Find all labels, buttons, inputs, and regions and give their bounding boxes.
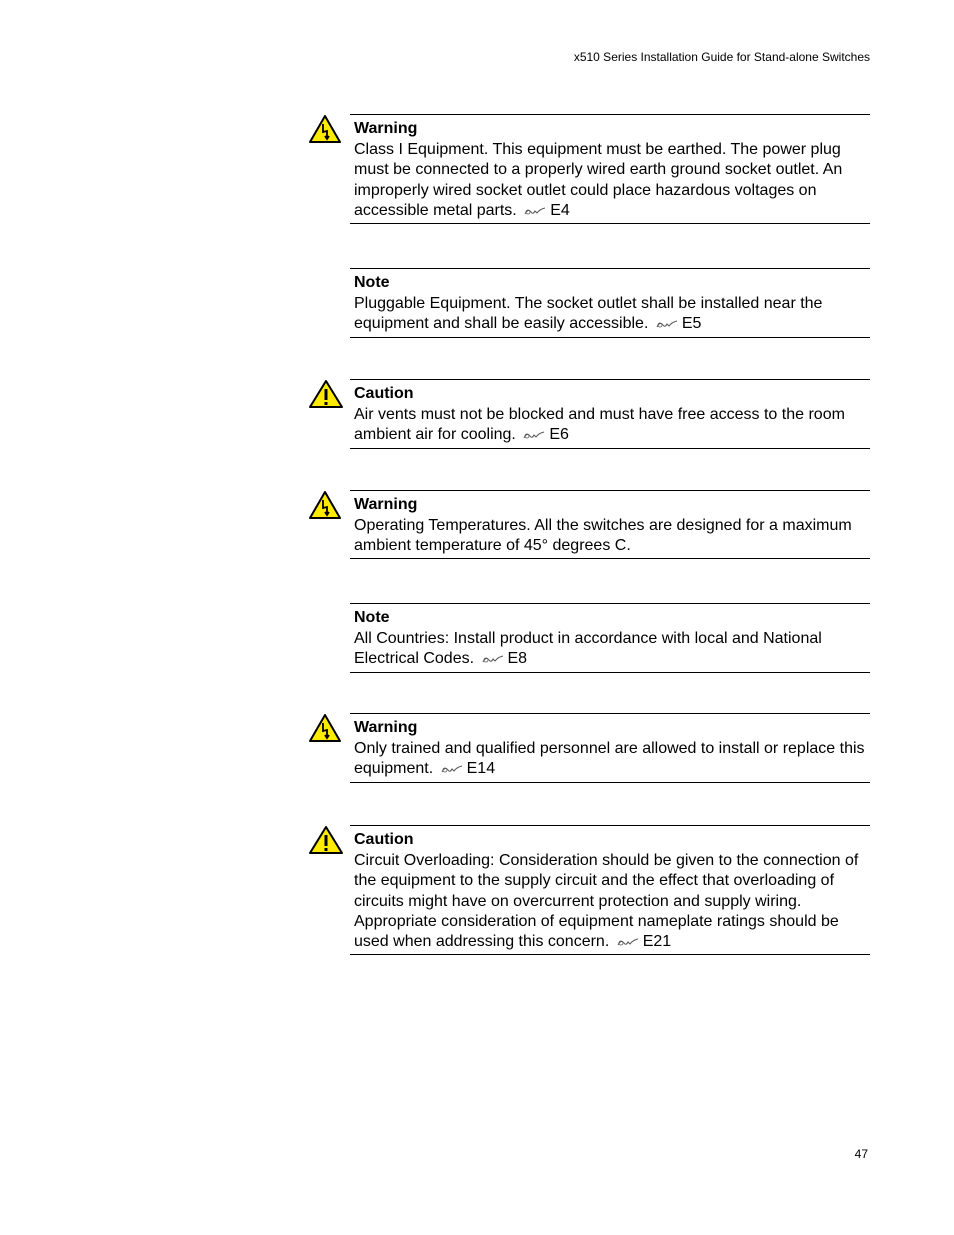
notice-title: Warning <box>354 496 418 513</box>
page-number: 47 <box>854 1147 868 1161</box>
reference-code: E6 <box>549 426 569 444</box>
reference-code: E5 <box>681 315 702 333</box>
reference-pointer-icon <box>655 315 679 335</box>
reference-code: E21 <box>642 933 672 951</box>
warning-notice <box>350 114 870 224</box>
note-notice <box>350 603 870 673</box>
electrical-warning-icon <box>308 713 342 748</box>
notice-text: Operating Temperatures. All the switches are designed for a maximum ambient temperature of 45° degrees C. <box>354 517 852 555</box>
reference-pointer-icon <box>616 933 640 953</box>
reference-code: E14 <box>466 760 496 778</box>
reference-pointer-icon <box>523 202 547 222</box>
caution-icon <box>308 379 344 414</box>
notice-text: Air vents must not be blocked and must have free access to the room ambient air for cooling. E6 <box>354 405 870 447</box>
notice-text: All Countries: Install product in accordance with local and National Electrical Codes. E8 <box>354 629 870 671</box>
reference-pointer-icon <box>481 650 505 670</box>
notice-text: Circuit Overloading: Consideration should be given to the connection of the equipment to the supply circuit and the effect that overloading of circuits might have on overcurrent protection and supply wiring. Appropriate consideration of equipment nameplate ratings should be used when addressing this concern. E21 <box>354 851 870 953</box>
running-header: x510 Series Installation Guide for Stand-alone Switches <box>573 50 870 64</box>
note-notice <box>350 268 870 338</box>
notice-title: Note <box>354 609 390 626</box>
warning-notice <box>350 713 870 783</box>
reference-pointer-icon <box>440 760 464 780</box>
notice-title: Caution <box>354 831 414 848</box>
notice-title: Note <box>354 274 390 291</box>
reference-code: E8 <box>507 650 528 668</box>
caution-icon <box>308 825 344 860</box>
warning-notice <box>350 490 870 559</box>
reference-code: E4 <box>550 201 570 219</box>
caution-notice <box>350 825 870 955</box>
notice-text: Class I Equipment. This equipment must be earthed. The power plug must be connected to a properly wired earth ground socket outlet. An improperly wired socket outlet could place hazardous voltages on accessible metal parts. E4 <box>354 140 870 222</box>
notice-text: Only trained and qualified personnel are allowed to install or replace this equipment. E14 <box>354 739 870 781</box>
electrical-warning-icon <box>308 490 342 525</box>
reference-pointer-icon <box>522 426 546 446</box>
caution-notice <box>350 379 870 449</box>
notice-text: Pluggable Equipment. The socket outlet shall be installed near the equipment and shall be easily accessible. E5 <box>354 294 870 336</box>
notice-title: Warning <box>354 120 418 137</box>
electrical-warning-icon <box>308 114 342 149</box>
notice-title: Warning <box>354 719 418 736</box>
notice-title: Caution <box>354 385 414 402</box>
